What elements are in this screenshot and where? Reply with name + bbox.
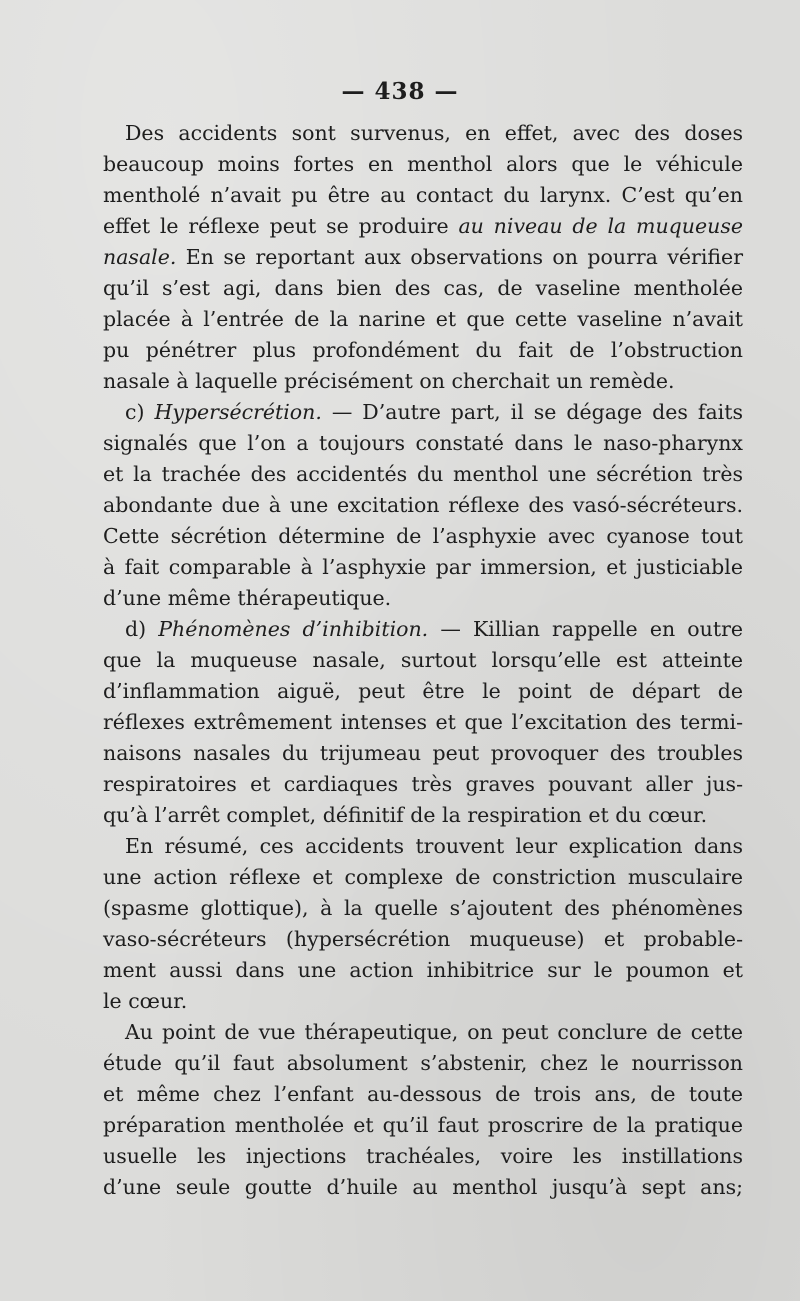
text-line [103, 335, 743, 366]
text-span: qu’à l’arrêt complet, définitif de la respiration et du cœur. [103, 803, 708, 827]
text-line [103, 614, 743, 645]
text-line [103, 1017, 743, 1048]
text-span: et même chez l’enfant au-dessous de trois ans, de toute [103, 1082, 743, 1106]
text-line [103, 707, 743, 738]
text-line [103, 428, 743, 459]
text-span: placée à l’entrée de la narine et que cette vaseline n’avait [103, 307, 743, 331]
text-line [103, 273, 743, 304]
text-line [103, 955, 743, 986]
text-span: — D’autre part, il se dégage des faits [321, 400, 743, 424]
text-line [103, 676, 743, 707]
text-span: Cette sécrétion détermine de l’asphyxie avec cyanose tout [103, 524, 743, 548]
text-span: c) [125, 400, 155, 424]
text-line [103, 242, 743, 273]
text-line [103, 552, 743, 583]
text-span: une action réflexe et complexe de constriction musculaire [103, 865, 743, 889]
text-line [103, 1172, 743, 1203]
text-span: que la muqueuse nasale, surtout lorsqu’elle est atteinte [103, 648, 743, 672]
text-span: à fait comparable à l’asphyxie par immersion, et justiciable [103, 555, 743, 579]
text-line [103, 1048, 743, 1079]
text-line [103, 1110, 743, 1141]
text-span: effet le réflexe peut se produire [103, 214, 459, 238]
text-span: d) [125, 617, 159, 641]
text-span: vaso-sécréteurs (hypersécrétion muqueuse) et probable- [103, 927, 743, 951]
text-line [103, 211, 743, 242]
text-span: nasale à laquelle précisément on cherchait un remède. [103, 369, 675, 393]
text-line [103, 149, 743, 180]
text-span: Au point de vue thérapeutique, on peut conclure de cette [125, 1020, 743, 1044]
text-span: préparation mentholée et qu’il faut proscrire de la pratique [103, 1113, 743, 1137]
text-span: naisons nasales du trijumeau peut provoquer des troubles [103, 741, 743, 765]
text-line [103, 459, 743, 490]
page-number: — 438 — [341, 78, 459, 105]
text-span: Des accidents sont survenus, en effet, avec des doses [125, 121, 743, 145]
text-line [103, 490, 743, 521]
italic-text: nasale. [103, 245, 177, 269]
italic-text: au niveau de la muqueuse [458, 214, 743, 238]
text-span: étude qu’il faut absolument s’abstenir, chez le nourrisson [103, 1051, 743, 1075]
text-span: pu pénétrer plus profondément du fait de l’obstruction [103, 338, 743, 362]
text-span: En résumé, ces accidents trouvent leur explication dans [125, 834, 743, 858]
text-span: et la trachée des accidentés du menthol une sécrétion très [103, 462, 743, 486]
text-span: d’une même thérapeutique. [103, 586, 392, 610]
text-line [103, 366, 743, 397]
text-span: — Killian rappelle en outre [428, 617, 743, 641]
text-span: signalés que l’on a toujours constaté dans le naso-pharynx [103, 431, 743, 455]
text-line [103, 893, 743, 924]
text-line [103, 831, 743, 862]
text-span: qu’il s’est agi, dans bien des cas, de vaseline mentholée [103, 276, 743, 300]
text-span: le cœur. [103, 989, 188, 1013]
text-line [103, 521, 743, 552]
text-span: usuelle les injections trachéales, voire les instillations [103, 1144, 743, 1168]
text-span: En se reportant aux observations on pourra vérifier [176, 245, 743, 269]
text-line [103, 862, 743, 893]
text-line [103, 583, 743, 614]
italic-text: Phénomènes d’inhibition. [158, 617, 429, 641]
text-line [103, 986, 743, 1017]
body-text [103, 118, 743, 1203]
text-line [103, 118, 743, 149]
text-span: beaucoup moins fortes en menthol alors que le véhicule [103, 152, 743, 176]
text-line [103, 769, 743, 800]
text-span: abondante due à une excitation réflexe des vasó-sécréteurs. [103, 493, 743, 517]
text-span: d’une seule goutte d’huile au menthol jusqu’à sept ans; [103, 1175, 743, 1199]
text-line [103, 1141, 743, 1172]
text-line [103, 738, 743, 769]
text-span: ment aussi dans une action inhibitrice sur le poumon et [103, 958, 743, 982]
text-line [103, 397, 743, 428]
text-span: d’inflammation aiguë, peut être le point de départ de [103, 679, 743, 703]
text-line [103, 924, 743, 955]
text-span: réflexes extrêmement intenses et que l’excitation des termi- [103, 710, 743, 734]
text-span: mentholé n’avait pu être au contact du larynx. C’est qu’en [103, 183, 743, 207]
text-line [103, 645, 743, 676]
text-line [103, 800, 743, 831]
text-span: respiratoires et cardiaques très graves pouvant aller jus- [103, 772, 743, 796]
text-line [103, 304, 743, 335]
italic-text: Hypersécrétion. [154, 400, 322, 424]
text-line [103, 180, 743, 211]
text-span: (spasme glottique), à la quelle s’ajoutent des phénomènes [103, 896, 743, 920]
text-line [103, 1079, 743, 1110]
